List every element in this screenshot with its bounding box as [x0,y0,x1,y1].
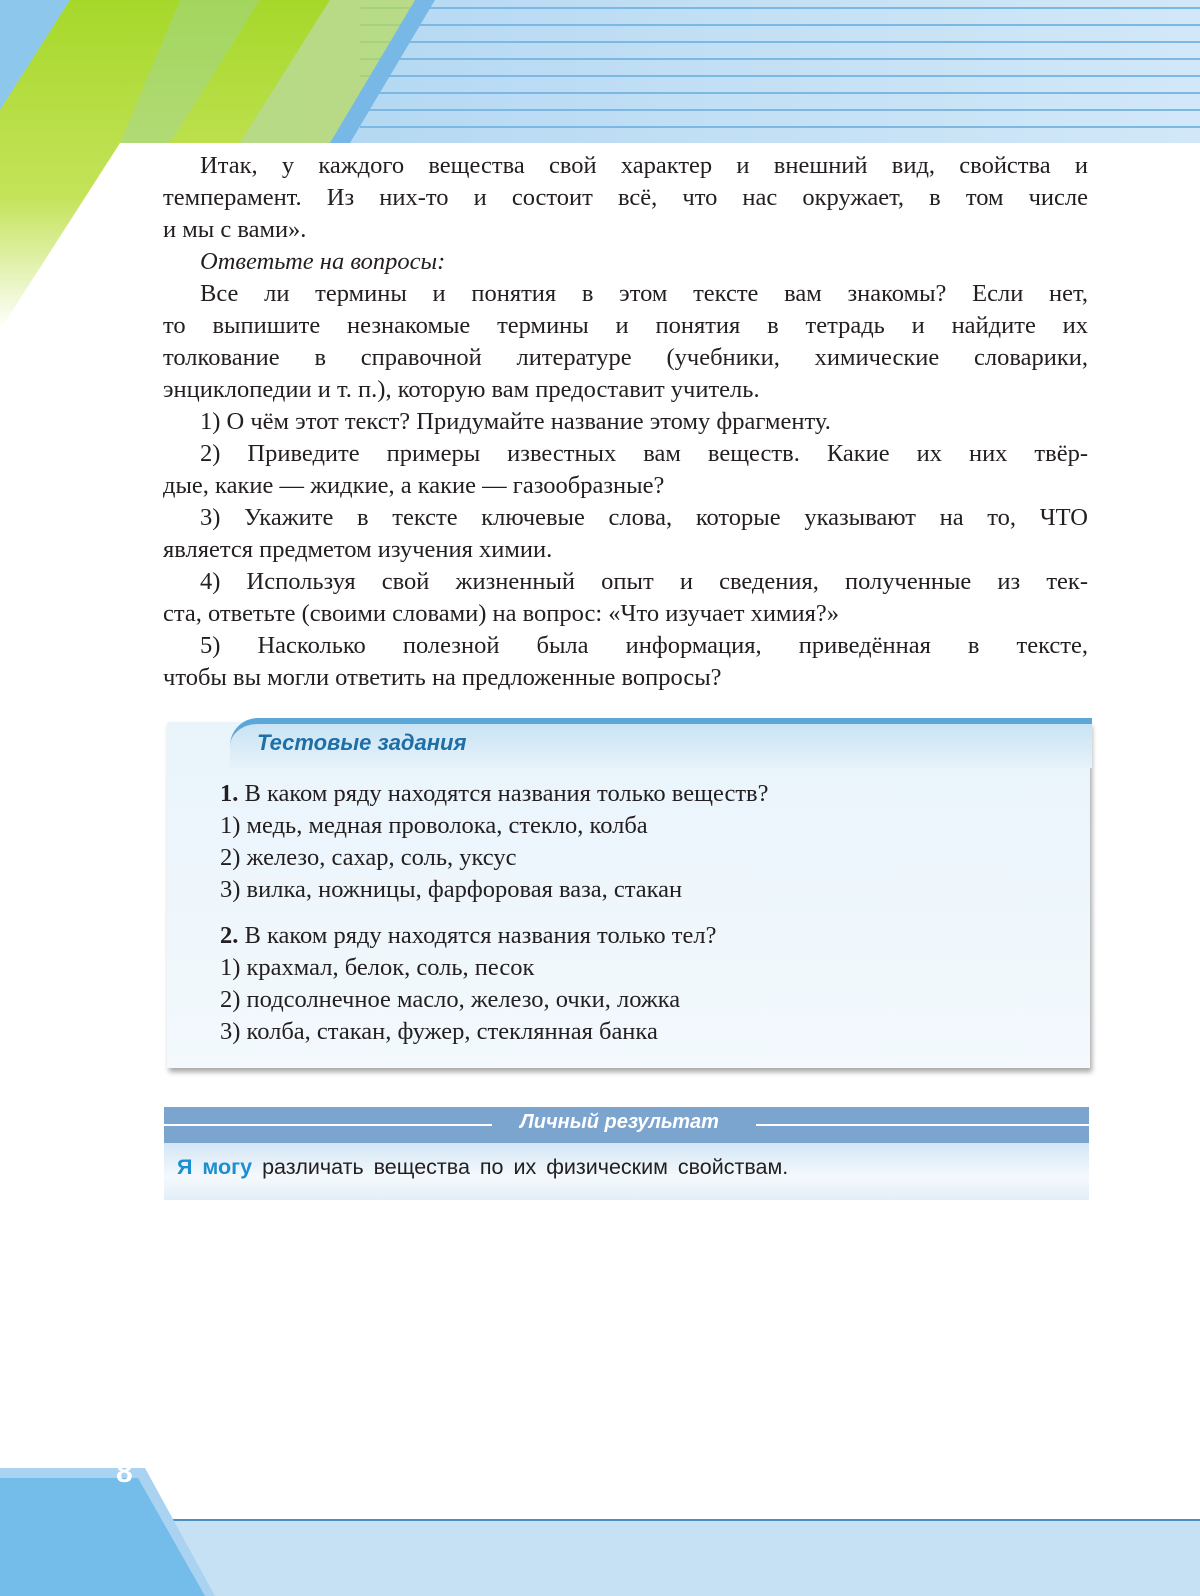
paragraph-line: 3) Укажите в тексте ключевые слова, которые указывают на то, ЧТО [200,504,1088,531]
footer-decoration [0,1468,1200,1596]
paragraph-line: темперамент. Из них-то и состоит всё, что нас окружает, в том числе [163,184,1088,211]
answer-option[interactable]: 2) железо, сахар, соль, уксус [220,844,517,871]
paragraph-line: толкование в справочной литературе (учебники, химические словарики, [163,344,1088,371]
answer-option[interactable]: 1) крахмал, белок, соль, песок [220,954,535,981]
question-1 [220,778,1080,810]
answer-option[interactable]: 1) медь, медная проволока, стекло, колба [220,812,648,839]
divider [756,1124,1089,1126]
answer-option[interactable]: 3) вилка, ножницы, фарфоровая ваза, стакан [220,876,683,903]
result-statement: различать вещества по их физическим свойствам. [262,1155,789,1179]
answer-option[interactable]: 3) колба, стакан, фужер, стеклянная банка [220,1018,658,1045]
answer-option[interactable]: 2) подсолнечное масло, железо, очки, ложка [220,986,681,1013]
paragraph-line: Итак, у каждого вещества свой характер и внешний вид, свойства и [200,152,1088,179]
question-text: В каком ряду находятся названия только веществ? [244,780,769,807]
paragraph-line: 4) Используя свой жизненный опыт и сведения, полученные из тек- [200,568,1088,595]
test-tasks-title: Тестовые задания [257,730,467,755]
paragraph-line: ста, ответьте (своими словами) на вопрос: «Что изучает химия?» [163,600,840,627]
result-emphasis: Я могу [177,1155,253,1179]
paragraph-line: Все ли термины и понятия в этом тексте вам знакомы? Если нет, [200,280,1088,307]
question-number: 2. [220,922,239,949]
paragraph-line: энциклопедии и т. п.), которую вам предоставит учитель. [163,376,760,403]
paragraph-line: 2) Приведите примеры известных вам веществ. Какие их них твёр- [200,440,1088,467]
body-text [163,150,1088,694]
paragraph-line: 5) Насколько полезной была информация, приведённая в тексте, [200,632,1088,659]
instruction-heading: Ответьте на вопросы: [200,248,446,275]
divider [164,1124,492,1126]
question-number: 1. [220,780,239,807]
personal-result-text [177,1155,788,1180]
paragraph-line: и мы с вами». [163,216,307,243]
question-2 [220,920,1080,952]
paragraph-line: то выпишите незнакомые термины и понятия в тетрадь и найдите их [163,312,1088,339]
paragraph-line: является предметом изучения химии. [163,536,553,563]
paragraph-line: дые, какие — жидкие, а какие — газообразные? [163,472,665,499]
paragraph-line: чтобы вы могли ответить на предложенные вопросы? [163,664,722,691]
personal-result-title: Личный результат [520,1111,719,1133]
question-text: В каком ряду находятся названия только тел? [244,922,717,949]
page-number: 8 [116,1456,133,1489]
paragraph-line: 1) О чём этот текст? Придумайте название этому фрагменту. [200,408,831,435]
